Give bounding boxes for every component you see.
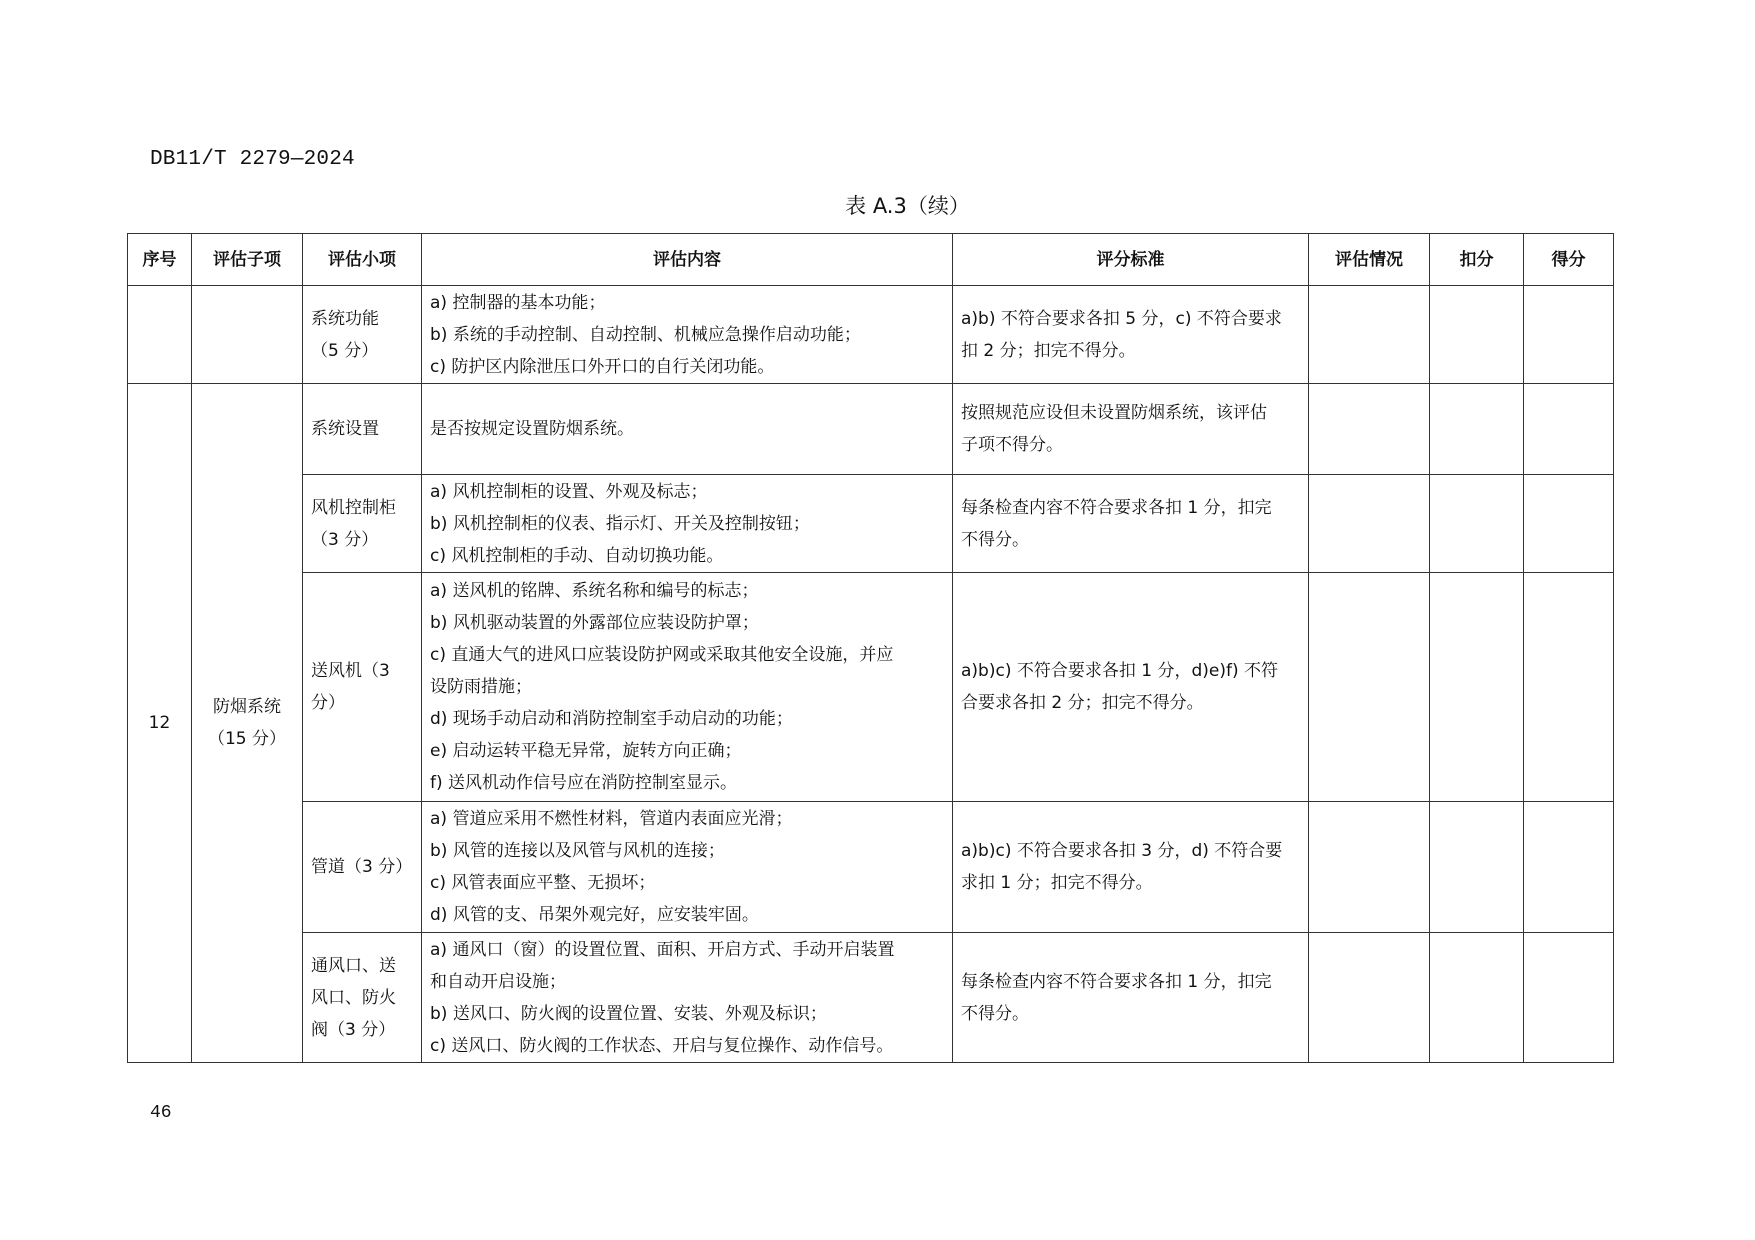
small-item-line: （5 分）	[311, 340, 379, 361]
criteria-line: a)b)c) 不符合要求各扣 1 分，d)e)f) 不符	[961, 661, 1279, 681]
table-row	[128, 286, 1614, 384]
cell-small-item	[303, 286, 422, 384]
cell-no: 12	[128, 384, 192, 1063]
content-line: b) 风机控制柜的仪表、指示灯、开关及控制按钮；	[430, 513, 810, 534]
content-line: e) 启动运转平稳无异常，旋转方向正确；	[430, 741, 742, 761]
cell-status[interactable]	[1309, 573, 1430, 802]
sub-item-line: （15 分）	[207, 729, 287, 749]
document-code: DB11/T 2279—2024	[150, 148, 355, 171]
criteria-line: 不得分。	[961, 1003, 1029, 1024]
content-line: 设防雨措施；	[430, 677, 532, 697]
table-row	[128, 802, 1614, 933]
table-row	[128, 573, 1614, 802]
content-line: b) 系统的手动控制、自动控制、机械应急操作启动功能；	[430, 324, 861, 345]
criteria-line: 每条检查内容不符合要求各扣 1 分，扣完	[961, 971, 1272, 992]
content-line: b) 送风口、防火阀的设置位置、安装、外观及标识；	[430, 1003, 827, 1024]
table-title: 表 A.3（续）	[845, 194, 970, 218]
cell-score[interactable]	[1524, 475, 1614, 573]
content-line: a) 控制器的基本功能；	[430, 292, 606, 313]
cell-status[interactable]	[1309, 933, 1430, 1063]
cell-content	[422, 802, 953, 933]
content-line: c) 风管表面应平整、无损坏；	[430, 873, 656, 893]
small-item-line: 系统设置	[311, 419, 379, 439]
content-line: d) 风管的支、吊架外观完好，应安装牢固。	[430, 905, 759, 925]
content-line: c) 送风口、防火阀的工作状态、开启与复位操作、动作信号。	[430, 1035, 894, 1056]
cell-score[interactable]	[1524, 286, 1614, 384]
cell-content	[422, 933, 953, 1063]
cell-score[interactable]	[1524, 802, 1614, 933]
cell-content	[422, 475, 953, 573]
cell-small-item	[303, 384, 422, 475]
criteria-line: 扣 2 分；扣完不得分。	[961, 340, 1136, 361]
content-line: a) 送风机的铭牌、系统名称和编号的标志；	[430, 581, 759, 601]
content-line: f) 送风机动作信号应在消防控制室显示。	[430, 773, 738, 793]
cell-score[interactable]	[1524, 933, 1614, 1063]
content-line: c) 直通大气的进风口应装设防护网或采取其他安全设施，并应	[430, 645, 894, 665]
page-number: 46	[150, 1103, 172, 1123]
cell-content	[422, 573, 953, 802]
table-row	[128, 475, 1614, 573]
cell-status[interactable]	[1309, 384, 1430, 475]
cell-content	[422, 286, 953, 384]
cell-status[interactable]	[1309, 802, 1430, 933]
col-header-no: 序号	[128, 234, 192, 286]
content-line: a) 通风口（窗）的设置位置、面积、开启方式、手动开启装置	[430, 939, 895, 960]
col-header-criteria: 评分标准	[953, 234, 1309, 286]
cell-status[interactable]	[1309, 286, 1430, 384]
col-header-content: 评估内容	[422, 234, 953, 286]
content-line: a) 风机控制柜的设置、外观及标志；	[430, 481, 708, 502]
small-item-line: 风口、防火	[311, 987, 396, 1008]
table-row	[128, 933, 1614, 1063]
criteria-line: 求扣 1 分；扣完不得分。	[961, 873, 1153, 893]
content-line: a) 管道应采用不燃性材料，管道内表面应光滑；	[430, 809, 793, 829]
criteria-line: 按照规范应设但未设置防烟系统，该评估	[961, 403, 1267, 423]
cell-criteria	[953, 802, 1309, 933]
cell-no	[128, 286, 192, 384]
cell-small-item	[303, 933, 422, 1063]
cell-deduct[interactable]	[1430, 384, 1524, 475]
col-header-small-item: 评估小项	[303, 234, 422, 286]
table-header-row	[128, 234, 1614, 286]
cell-score[interactable]	[1524, 384, 1614, 475]
cell-small-item	[303, 573, 422, 802]
col-header-score: 得分	[1524, 234, 1614, 286]
content-line: d) 现场手动启动和消防控制室手动启动的功能；	[430, 709, 793, 729]
small-item-line: （3 分）	[311, 529, 379, 550]
content-line: b) 风管的连接以及风管与风机的连接；	[430, 841, 725, 861]
cell-criteria	[953, 475, 1309, 573]
cell-criteria	[953, 286, 1309, 384]
cell-score[interactable]	[1524, 573, 1614, 802]
cell-criteria	[953, 933, 1309, 1063]
content-line: c) 风机控制柜的手动、自动切换功能。	[430, 545, 724, 566]
criteria-line: a)b) 不符合要求各扣 5 分，c) 不符合要求	[961, 308, 1282, 329]
cell-content	[422, 384, 953, 475]
cell-status[interactable]	[1309, 475, 1430, 573]
small-item-line: 通风口、送	[311, 955, 396, 976]
cell-criteria	[953, 573, 1309, 802]
col-header-deduct: 扣分	[1430, 234, 1524, 286]
criteria-line: 不得分。	[961, 529, 1029, 550]
cell-deduct[interactable]	[1430, 573, 1524, 802]
sub-item-line: 防烟系统	[213, 697, 281, 717]
cell-sub-item	[192, 384, 303, 1063]
criteria-line: a)b)c) 不符合要求各扣 3 分，d) 不符合要	[961, 841, 1283, 861]
small-item-line: 管道（3 分）	[311, 857, 413, 877]
cell-sub-item	[192, 286, 303, 384]
small-item-line: 阀（3 分）	[311, 1019, 396, 1040]
criteria-line: 合要求各扣 2 分；扣完不得分。	[961, 693, 1204, 713]
content-line: 和自动开启设施；	[430, 971, 566, 992]
col-header-status: 评估情况	[1309, 234, 1430, 286]
cell-deduct[interactable]	[1430, 933, 1524, 1063]
cell-small-item	[303, 802, 422, 933]
small-item-line: 系统功能	[311, 308, 379, 329]
small-item-line: 分）	[311, 693, 345, 713]
criteria-line: 每条检查内容不符合要求各扣 1 分，扣完	[961, 497, 1272, 518]
cell-deduct[interactable]	[1430, 286, 1524, 384]
content-line: b) 风机驱动装置的外露部位应装设防护罩；	[430, 613, 759, 633]
cell-small-item	[303, 475, 422, 573]
content-line: 是否按规定设置防烟系统。	[430, 419, 634, 439]
evaluation-table	[127, 233, 1614, 1063]
small-item-line: 送风机（3	[311, 661, 390, 681]
criteria-line: 子项不得分。	[961, 435, 1063, 455]
col-header-sub-item: 评估子项	[192, 234, 303, 286]
small-item-line: 风机控制柜	[311, 497, 396, 518]
content-line: c) 防护区内除泄压口外开口的自行关闭功能。	[430, 356, 775, 377]
cell-deduct[interactable]	[1430, 802, 1524, 933]
cell-criteria	[953, 384, 1309, 475]
cell-deduct[interactable]	[1430, 475, 1524, 573]
table-row	[128, 384, 1614, 475]
